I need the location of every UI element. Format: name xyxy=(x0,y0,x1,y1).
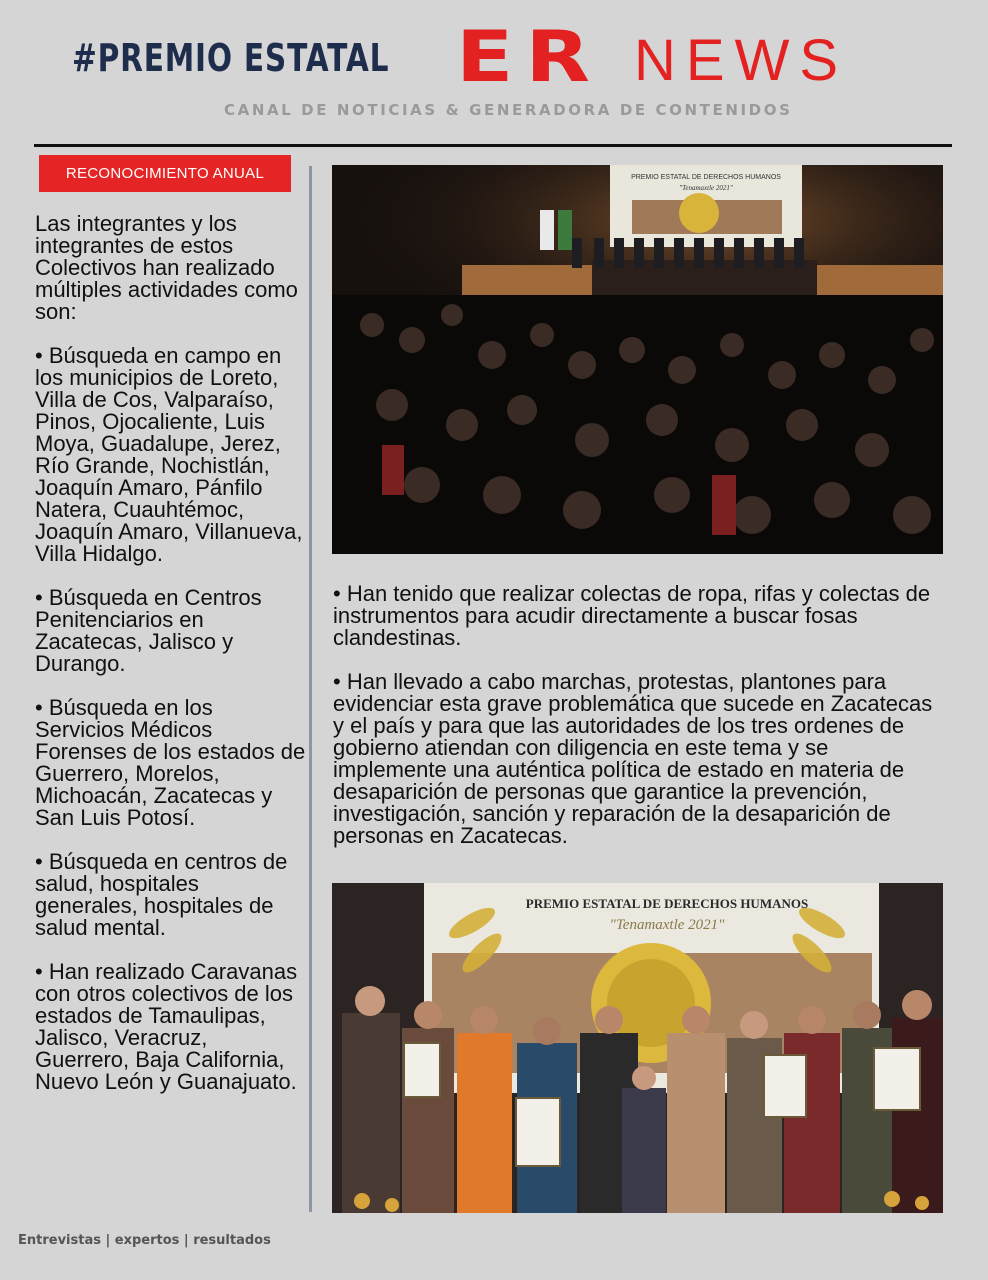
left-paragraph: • Búsqueda en centros de salud, hospitales generales, hospitales de salud mental. xyxy=(35,849,288,940)
right-paragraph: • Han tenido que realizar colectas de ropa, rifas y colectas de instrumentos para acudir directamente a buscar fosas clandestinas. xyxy=(333,581,931,650)
ceremony-auditorium-photo xyxy=(332,165,943,554)
left-paragraph: • Han realizado Caravanas con otros colectivos de los estados de Tamaulipas, Jalisco, Veracruz, Guerrero, Baja California, Nuevo León y Guanajuato. xyxy=(35,959,298,1094)
header-divider xyxy=(34,144,952,147)
award-recipients-photo xyxy=(332,883,943,1213)
ceremony-auditorium-image xyxy=(332,165,943,554)
left-column xyxy=(35,213,307,1115)
footer-nav: Entrevistas | expertos | resultados xyxy=(18,1233,271,1248)
right-paragraph: • Han llevado a cabo marchas, protestas, plantones para evidenciar esta grave problemática que sucede en Zacatecas y el país y para que las autoridades de los tres ordenes de gobierno atiendan con diligencia en este tema y se implemente una auténtica política de estado en materia de desaparición de personas que garantice la prevención, investigación, sanción y reparación de la desaparición de personas en Zacatecas. xyxy=(333,669,933,848)
award-recipients-image xyxy=(332,883,943,1213)
column-divider xyxy=(309,166,312,1212)
left-paragraph: • Búsqueda en los Servicios Médicos Forenses de los estados de Guerrero, Morelos, Michoacán, Zacatecas y San Luis Potosí. xyxy=(35,695,306,830)
tagline: CANAL DE NOTICIAS & GENERADORA DE CONTENIDOS xyxy=(224,101,793,119)
left-paragraph: • Búsqueda en Centros Penitenciarios en Zacatecas, Jalisco y Durango. xyxy=(35,585,262,676)
section-badge: RECONOCIMIENTO ANUAL xyxy=(39,155,291,192)
screen-title-1: PREMIO ESTATAL DE DERECHOS HUMANOS xyxy=(631,174,781,181)
hashtag-title: #PREMIO ESTATAL xyxy=(72,36,390,80)
screen-title-2: PREMIO ESTATAL DE DERECHOS HUMANOS xyxy=(525,896,809,911)
brand-er: ER xyxy=(456,16,603,98)
brand-news: NEWS xyxy=(634,28,848,93)
screen-subtitle-2: "Tenamaxtle 2021" xyxy=(609,917,725,933)
left-paragraph: • Búsqueda en campo en los municipios de Loreto, Villa de Cos, Valparaíso, Pinos, Ojocaliente, Luis Moya, Guadalupe, Jerez, Río Grande, Nochistlán, Joaquín Amaro, Pánfilo Natera, Cuauhtémoc, Joaquín Amaro, Villanueva, Villa Hidalgo. xyxy=(35,343,303,566)
right-column xyxy=(333,583,945,869)
left-paragraph: Las integrantes y los integrantes de estos Colectivos han realizado múltiples actividades como son: xyxy=(35,211,298,324)
screen-subtitle-1: "Tenamaxtle 2021" xyxy=(679,184,733,192)
brand-logo xyxy=(456,16,848,98)
